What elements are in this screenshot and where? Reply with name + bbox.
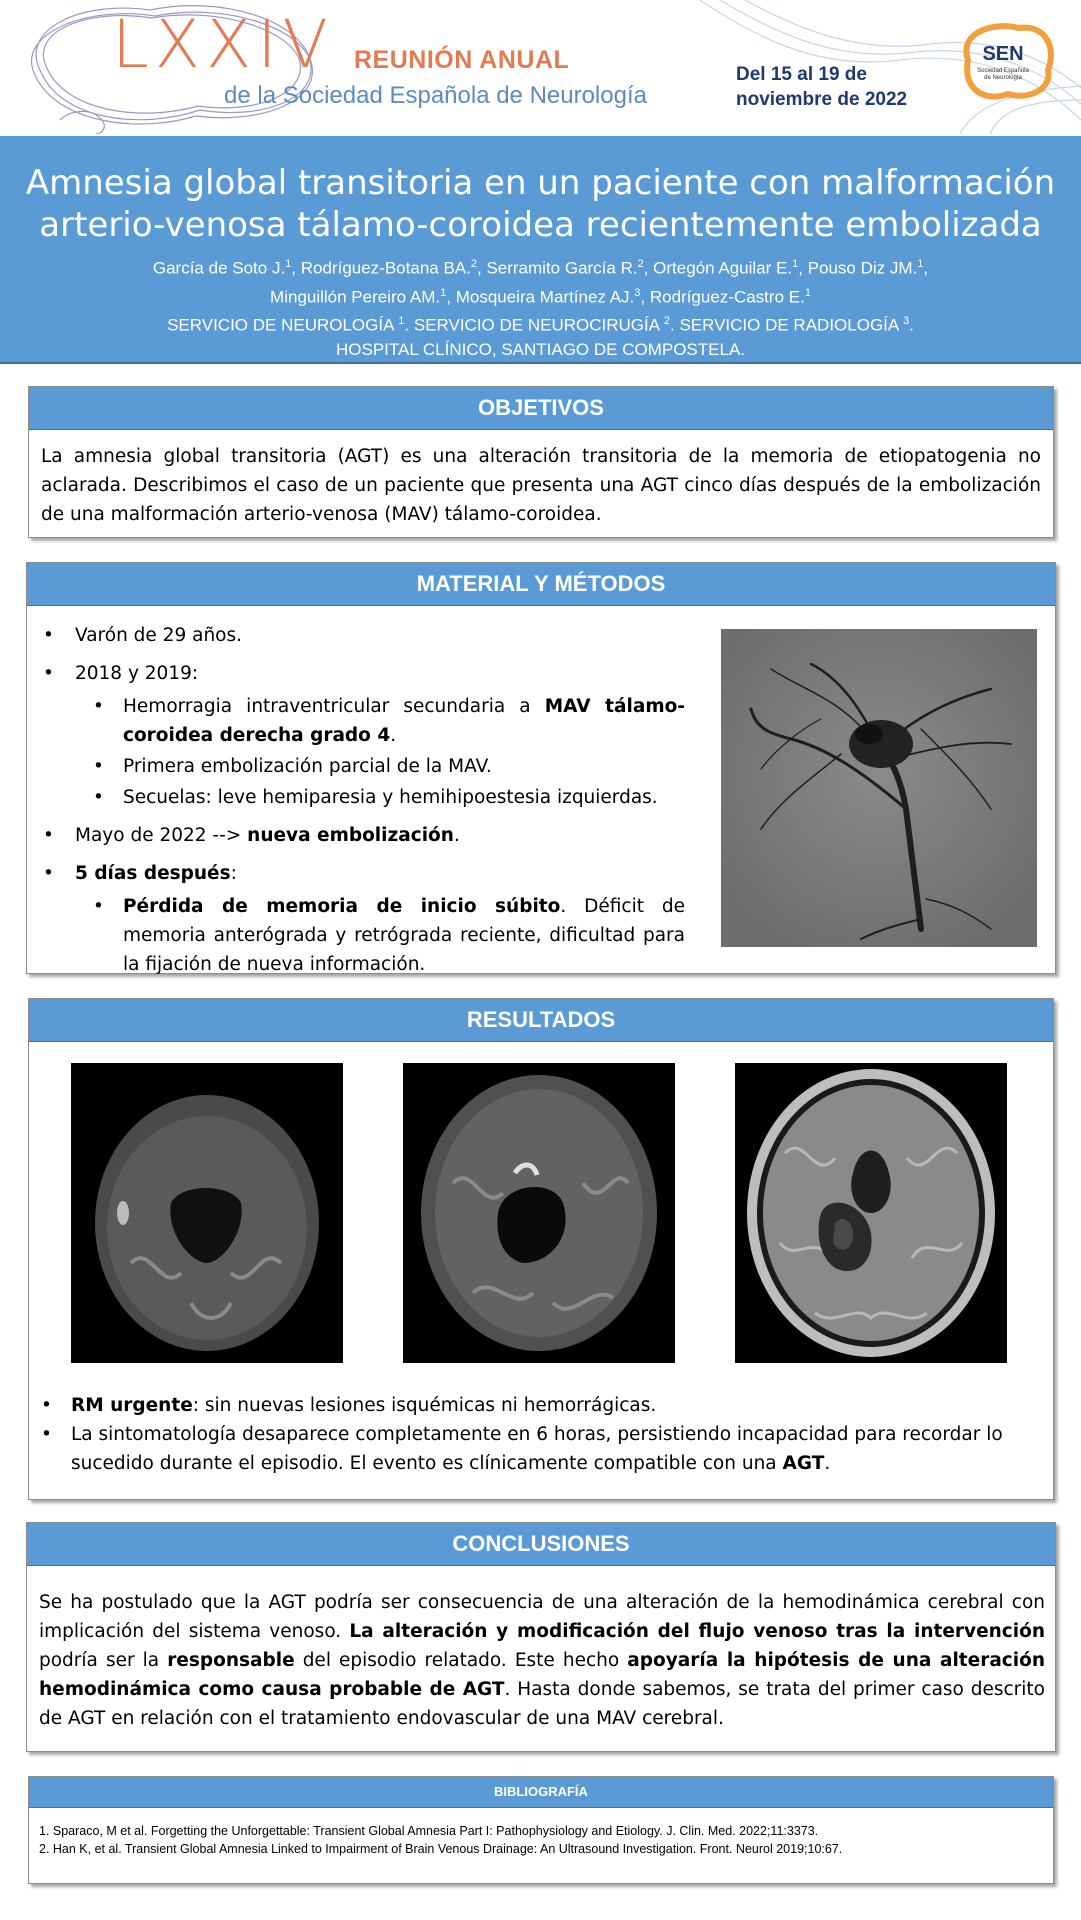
svg-text:Sociedad Española: Sociedad Española [977, 68, 1029, 74]
reference-list [39, 1822, 1043, 1858]
list-item: • La sintomatología desaparece completamente en 6 horas, persistiendo incapacidad para recordar lo sucedido durante el episodio. El evento es clínicamente compatible con una AGT. [33, 1420, 1049, 1478]
list-item: • Primera embolización parcial de la MAV. [75, 752, 685, 781]
list-item: • 2018 y 2019: • Hemorragia intraventricular secundaria a MAV tálamo-coroidea derecha grado 4. • Primera embolización parcial de la MAV. • Secuelas: leve hemiparesia y hemihipoestesia izquierdas. [35, 659, 685, 812]
poster-title: Amnesia global transitoria en un paciente con malformación arterio-venosa tálamo-coroidea recientemente embolizada [25, 163, 1056, 245]
objetivos-text: La amnesia global transitoria (AGT) es una alteración transitoria de la memoria de etiopatogenia no aclarada. Describimos el caso de un paciente que presenta una AGT cinco días después de la embolización de una malformación arterio-venosa (MAV) tálamo-coroidea. [41, 446, 1041, 525]
congress-header [0, 0, 1081, 134]
hospital-name: HOSPITAL CLÍNICO, SANTIAGO DE COMPOSTELA. [335, 339, 746, 359]
resultados-section [28, 998, 1054, 1500]
sen-logo-text: SEN [982, 43, 1024, 65]
mri-image-dwi-1 [71, 1063, 343, 1363]
angiography-image [721, 629, 1037, 947]
poster-title-banner [0, 136, 1081, 364]
resultados-heading: RESULTADOS [29, 999, 1053, 1042]
reference-item: 1. Sparaco, M et al. Forgetting the Unforgettable: Transient Global Amnesia Part I: Pathophysiology and Etiology. J. Clin. Med. 2022;11:3373. [39, 1824, 819, 1838]
bibliografia-heading: BIBLIOGRAFÍA [29, 1777, 1053, 1808]
list-item: • 5 días después: • Pérdida de memoria de inicio súbito. Déficit de memoria anterógrada y retrógrada reciente, dificultad para la fijación de nueva información. [35, 859, 685, 979]
metodos-heading: MATERIAL Y MÉTODOS [27, 563, 1055, 606]
mri-image-dwi-2 [403, 1063, 675, 1363]
resultados-list [33, 1391, 1049, 1478]
author-list: García de Soto J.$^1$, Rodríguez-Botana BA.$^2$, Serramito García R.$^2$, Ortegón Aguilar E.$^1$, Pouso Diz JM.$^1$, Minguillón Pereiro AM.$^1$, Mosqueira Martínez AJ.$^3$, Rodríguez-Castro E.$^1$ [152, 258, 929, 307]
metodos-list [35, 621, 685, 981]
congress-number: LXXIV [112, 6, 334, 83]
society-name: de la Sociedad Española de Neurología [224, 82, 647, 109]
reference-item: 2. Han K, et al. Transient Global Amnesia Linked to Impairment of Brain Venous Drainage: An Ultrasound Investigation. Front. Neurol 2019;10:67. [39, 1842, 843, 1856]
svg-text:de Neurología: de Neurología [984, 75, 1022, 81]
list-item: • Secuelas: leve hemiparesia y hemihipoestesia izquierdas. [75, 783, 685, 812]
congress-dates: Del 15 al 19 de noviembre de 2022 [736, 64, 908, 110]
conclusiones-text: Se ha postulado que la AGT podría ser consecuencia de una alteración de la hemodinámica cerebral con implicación del sistema venoso. La alteración y modificación del flujo venoso tras la intervención podría ser la responsable del episodio relatado. Este hecho apoyaría la hipótesis de una alteración hemodinámica como causa probable de AGT. Hasta donde sabemos, se trata del primer caso descrito de AGT en relación con el tratamiento endovascular de una MAV cerebral. [39, 1592, 1045, 1729]
congress-title: REUNIÓN ANUAL [354, 46, 570, 74]
affiliations: SERVICIO DE NEUROLOGÍA $^1$. SERVICIO DE NEUROCIRUGÍA $^2$. SERVICIO DE RADIOLOGÍA $^3$. HOSPITAL CLÍNICO, SANTIAGO DE COMPOSTELA. [167, 315, 914, 359]
list-item: • Pérdida de memoria de inicio súbito. Déficit de memoria anterógrada y retrógrada reciente, dificultad para la fijación de nueva información. [75, 892, 685, 979]
list-item: • RM urgente: sin nuevas lesiones isquémicas ni hemorrágicas. [33, 1391, 1049, 1420]
sen-logo [948, 20, 1058, 102]
list-item: • Mayo de 2022 --> nueva embolización. [35, 821, 685, 850]
conclusiones-section [26, 1522, 1056, 1752]
mri-image-flair [735, 1063, 1007, 1363]
metodos-section [26, 562, 1056, 974]
objetivos-section [28, 386, 1054, 538]
objetivos-heading: OBJETIVOS [29, 387, 1053, 430]
list-item: • Varón de 29 años. [35, 621, 685, 650]
conclusiones-heading: CONCLUSIONES [27, 1523, 1055, 1566]
list-item: • Hemorragia intraventricular secundaria a MAV tálamo-coroidea derecha grado 4. [75, 692, 685, 750]
bibliografia-section [28, 1776, 1054, 1884]
